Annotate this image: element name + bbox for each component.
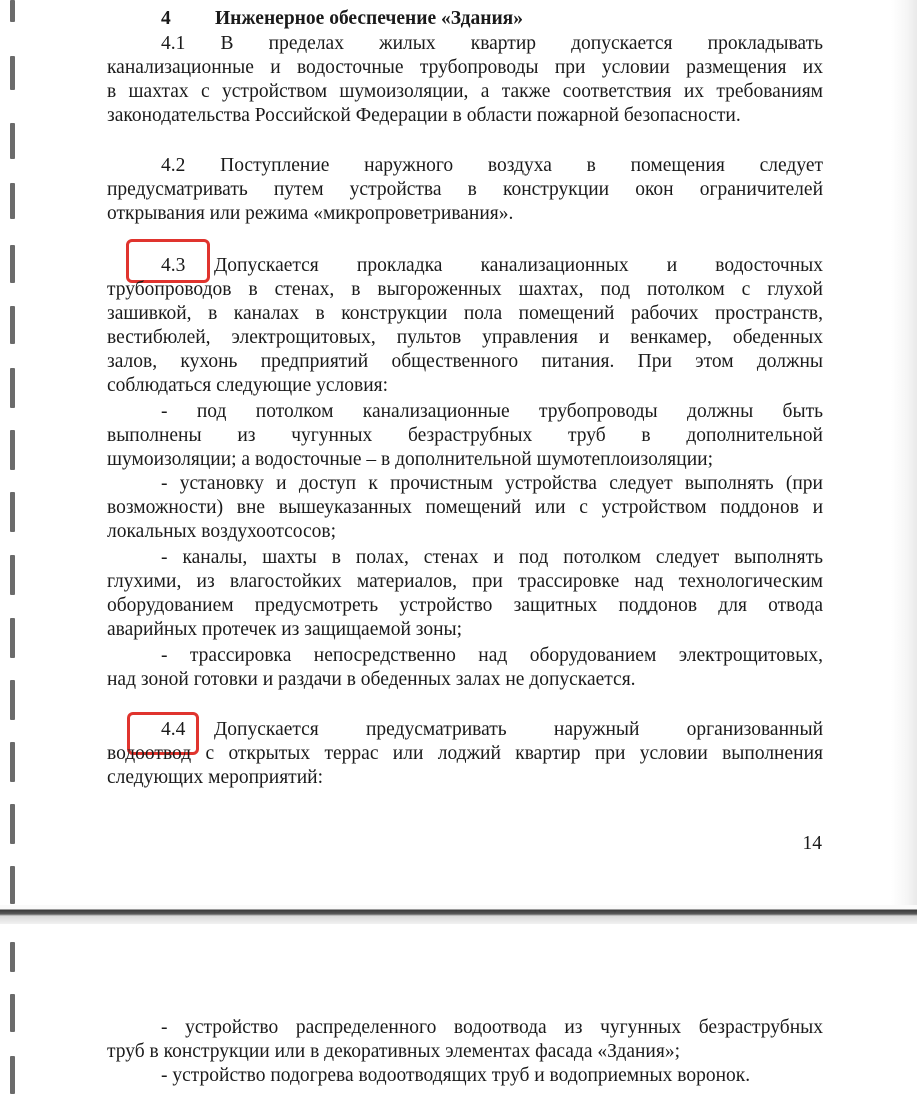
paragraph-line: 4.1 В пределах жилых квартир допускается прокладывать <box>161 33 823 54</box>
binding-mark <box>10 1056 15 1094</box>
binding-mark <box>10 430 15 470</box>
binding-mark <box>10 368 15 408</box>
list-item-line: глухими, из влагостойких материалов, при трассировке над технологическим <box>107 571 823 592</box>
list-item-line: - под потолком канализационные трубопроводы должны быть <box>161 401 823 422</box>
list-item-line: выполнены из чугунных безраструбных труб в дополнительной <box>107 425 823 446</box>
paragraph-line: 4.2 Поступление наружного воздуха в помещения следует <box>161 155 823 176</box>
list-item-line: - трассировка непосредственно над оборудованием электрощитовых, <box>161 645 823 666</box>
binding-mark <box>10 942 15 972</box>
section-number-4-4: 4.4 <box>161 719 186 740</box>
paragraph-line: трубопроводов в стенах, в выгороженных шахтах, под потолком с глухой <box>107 279 823 300</box>
list-item-line: - установку и доступ к прочистным устройства следует выполнять (при <box>161 473 823 494</box>
binding-mark <box>10 183 15 219</box>
paragraph-line: открывания или режима «микропроветривания». <box>107 203 514 224</box>
document-page-15 <box>0 924 917 1116</box>
binding-mark <box>10 306 15 344</box>
list-item-line: аварийных протечек из защищаемой зоны; <box>107 619 463 640</box>
list-item-line: - устройство распределенного водоотвода из чугунных безраструбных <box>161 1017 823 1038</box>
list-item-line: возможности) вне вышеуказанных помещений или с устройством поддонов и <box>107 497 823 518</box>
list-item-line: шумоизоляции; а водосточные – в дополнительной шумотеплоизоляции; <box>107 449 713 470</box>
binding-mark <box>10 618 15 658</box>
paragraph-line: предусматривать путем устройства в конструкции окон ограничителей <box>107 179 823 200</box>
binding-mark <box>10 804 15 844</box>
binding-mark <box>10 0 15 22</box>
binding-mark <box>10 680 15 720</box>
paragraph-line: залов, кухонь предприятий общественного питания. При этом должны <box>107 351 823 372</box>
paragraph-line: соблюдаться следующие условия: <box>107 375 389 396</box>
paragraph-line: канализационные и водосточные трубопроводы при условии размещения их <box>107 57 823 78</box>
section-number-4-3: 4.3 <box>161 255 186 276</box>
binding-mark <box>10 56 15 90</box>
list-item-line: локальных воздухоотсосов; <box>107 521 337 542</box>
binding-mark <box>10 492 15 532</box>
section-heading-title: Инженерное обеспечение «Здания» <box>215 8 523 29</box>
list-item-line: над зоной готовки и раздачи в обеденных залах не допускается. <box>107 669 636 690</box>
binding-mark <box>10 742 15 782</box>
binding-mark <box>10 245 15 283</box>
paragraph-line: водоотвод с открытых террас или лоджий квартир при условии выполнения <box>107 743 823 764</box>
binding-mark <box>10 555 15 595</box>
list-item-line: оборудованием предусмотреть устройство защитных поддонов для отвода <box>107 595 823 616</box>
paragraph-line: законодательства Российской Федерации в области пожарной безопасности. <box>107 105 741 126</box>
page-number: 14 <box>802 833 822 854</box>
binding-mark <box>10 866 15 904</box>
paragraph-line: вестибюлей, электрощитовых, пультов управления и венкамер, обеденных <box>107 327 823 348</box>
list-item-line: труб в конструкции или в декоративных элементах фасада «Здания»; <box>107 1041 680 1062</box>
list-item-line: - каналы, шахты в полах, стенах и под потолком следует выполнять <box>161 547 823 568</box>
page-separator <box>0 905 917 924</box>
paragraph-line: Допускается прокладка канализационных и водосточных <box>214 255 823 276</box>
paragraph-line: в шахтах с устройством шумоизоляции, а также соответствия их требованиям <box>107 81 823 102</box>
binding-mark <box>10 994 15 1032</box>
paragraph-line: зашивкой, в каналах в конструкции пола помещений рабочих пространств, <box>107 303 823 324</box>
paragraph-line: Допускается предусматривать наружный организованный <box>214 719 823 740</box>
section-heading-number: 4 <box>161 8 171 29</box>
binding-mark <box>10 123 15 159</box>
paragraph-line: следующих мероприятий: <box>107 767 323 788</box>
list-item-line: - устройство подогрева водоотводящих труб и водоприемных воронок. <box>161 1065 751 1086</box>
page-edge-shadow <box>891 0 917 910</box>
